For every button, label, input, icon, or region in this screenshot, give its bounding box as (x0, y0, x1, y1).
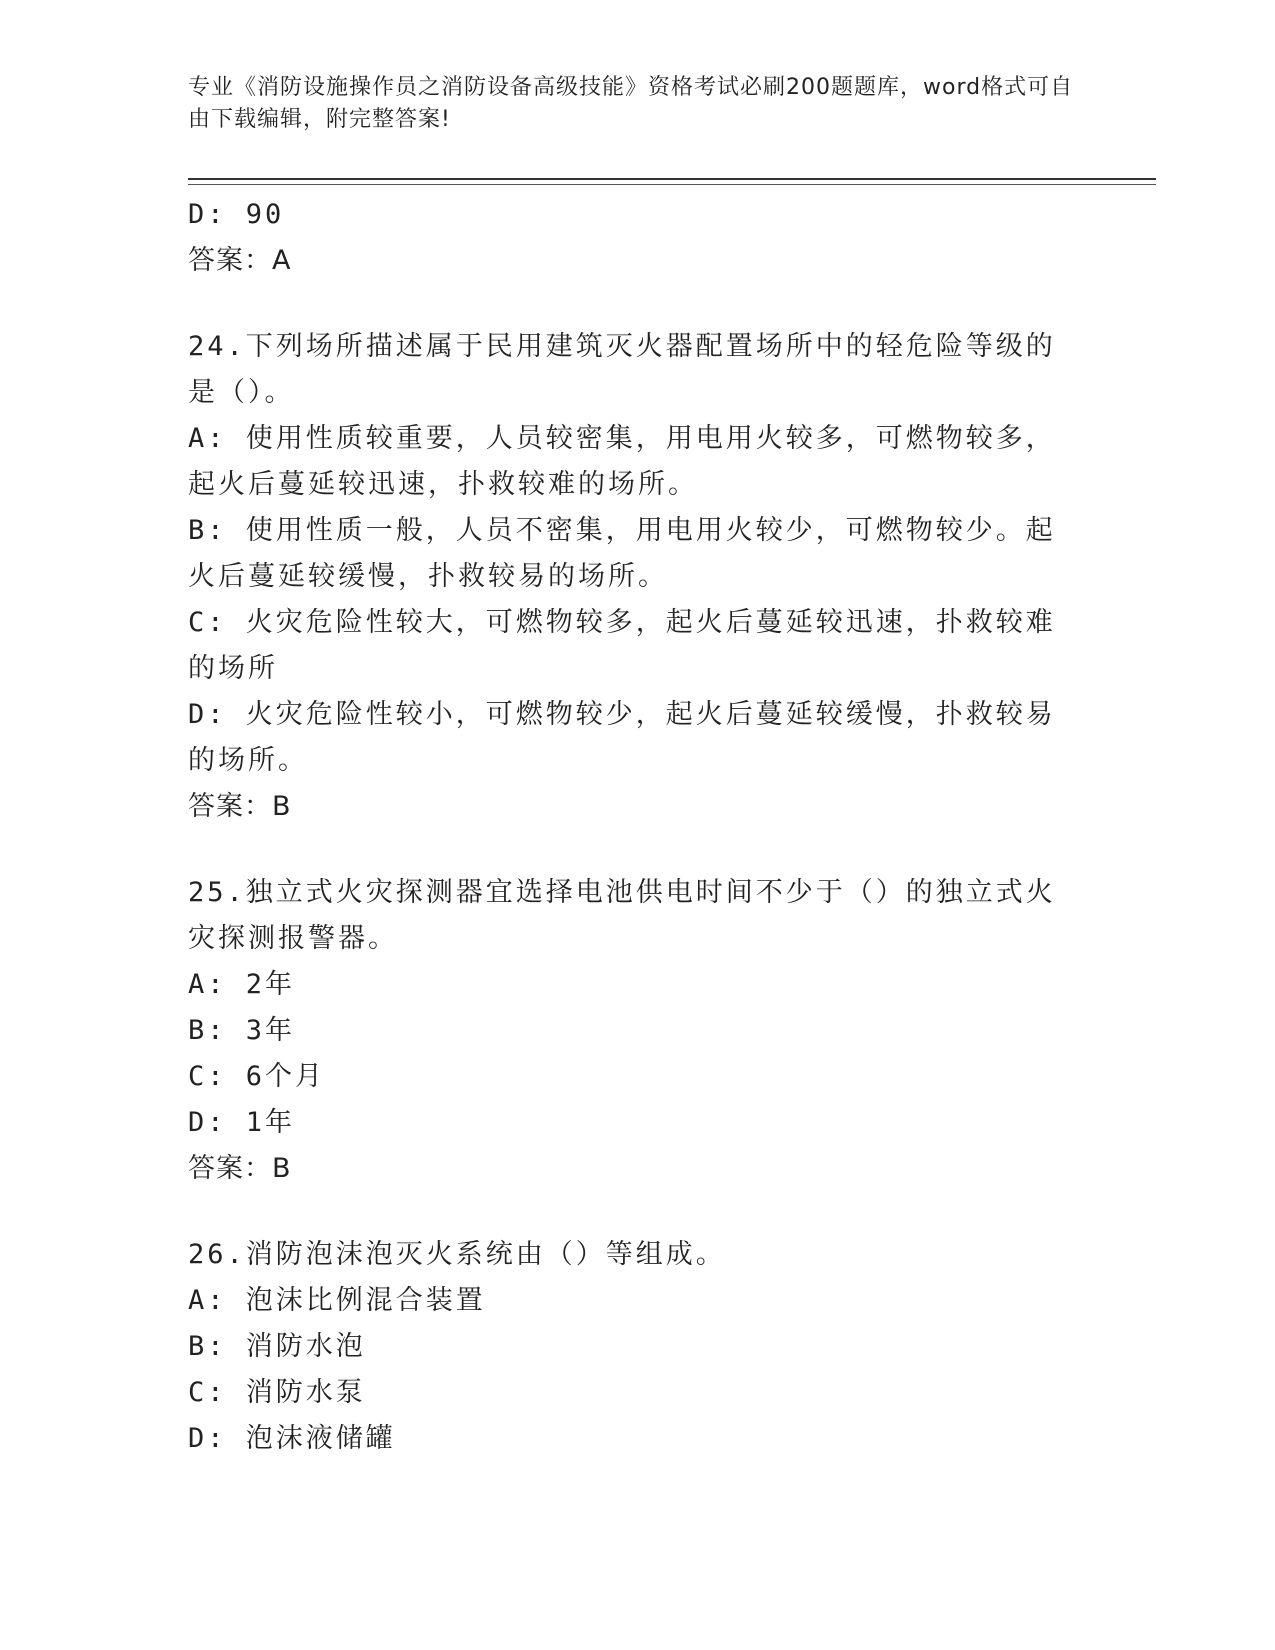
spacer (188, 1192, 1078, 1232)
question-24-answer: 答案：B (188, 791, 292, 822)
document-body (188, 192, 1078, 1462)
question-25 (188, 870, 1078, 1192)
document-header: 专业《消防设施操作员之消防设备高级技能》资格考试必刷200题题库，word格式可自由下载编辑，附完整答案! (188, 75, 1074, 132)
question-24-option-b: B: 使用性质一般，人员不密集，用电用火较少，可燃物较少。起火后蔓延较缓慢，扑救较易的场所。 (188, 515, 1056, 592)
question-24-stem: 24.下列场所描述属于民用建筑灭火器配置场所中的轻危险等级的是（）。 (188, 331, 1056, 408)
header-rule-thick (188, 178, 1156, 180)
question-25-answer: 答案：B (188, 1153, 292, 1184)
prev-answer: 答案：A (188, 245, 292, 276)
question-26-option-d: D: 泡沫液储罐 (188, 1423, 396, 1454)
question-26-option-b: B: 消防水泡 (188, 1331, 366, 1362)
question-24-option-c: C: 火灾危险性较大，可燃物较多，起火后蔓延较迅速，扑救较难的场所 (188, 607, 1056, 684)
question-24-option-a: A: 使用性质较重要，人员较密集，用电用火较多，可燃物较多，起火后蔓延较迅速，扑救较难的场所。 (188, 423, 1056, 500)
question-25-option-b: B: 3年 (188, 1015, 296, 1046)
question-25-option-d: D: 1年 (188, 1107, 296, 1138)
question-26-option-c: C: 消防水泵 (188, 1377, 366, 1408)
question-26-stem: 26.消防泡沫泡灭火系统由（）等组成。 (188, 1239, 726, 1270)
spacer (188, 284, 1078, 324)
header-rule-thin (188, 184, 1156, 185)
question-26-option-a: A: 泡沫比例混合装置 (188, 1285, 486, 1316)
question-25-stem: 25.独立式火灾探测器宜选择电池供电时间不少于（）的独立式火灾探测报警器。 (188, 877, 1056, 954)
spacer (188, 830, 1078, 870)
question-24-option-d: D: 火灾危险性较小，可燃物较少，起火后蔓延较缓慢，扑救较易的场所。 (188, 699, 1056, 776)
question-26 (188, 1232, 1078, 1462)
question-25-option-c: C: 6个月 (188, 1061, 326, 1092)
question-25-option-a: A: 2年 (188, 969, 296, 1000)
prev-option-d: D: 90 (188, 199, 285, 230)
question-24 (188, 324, 1078, 830)
